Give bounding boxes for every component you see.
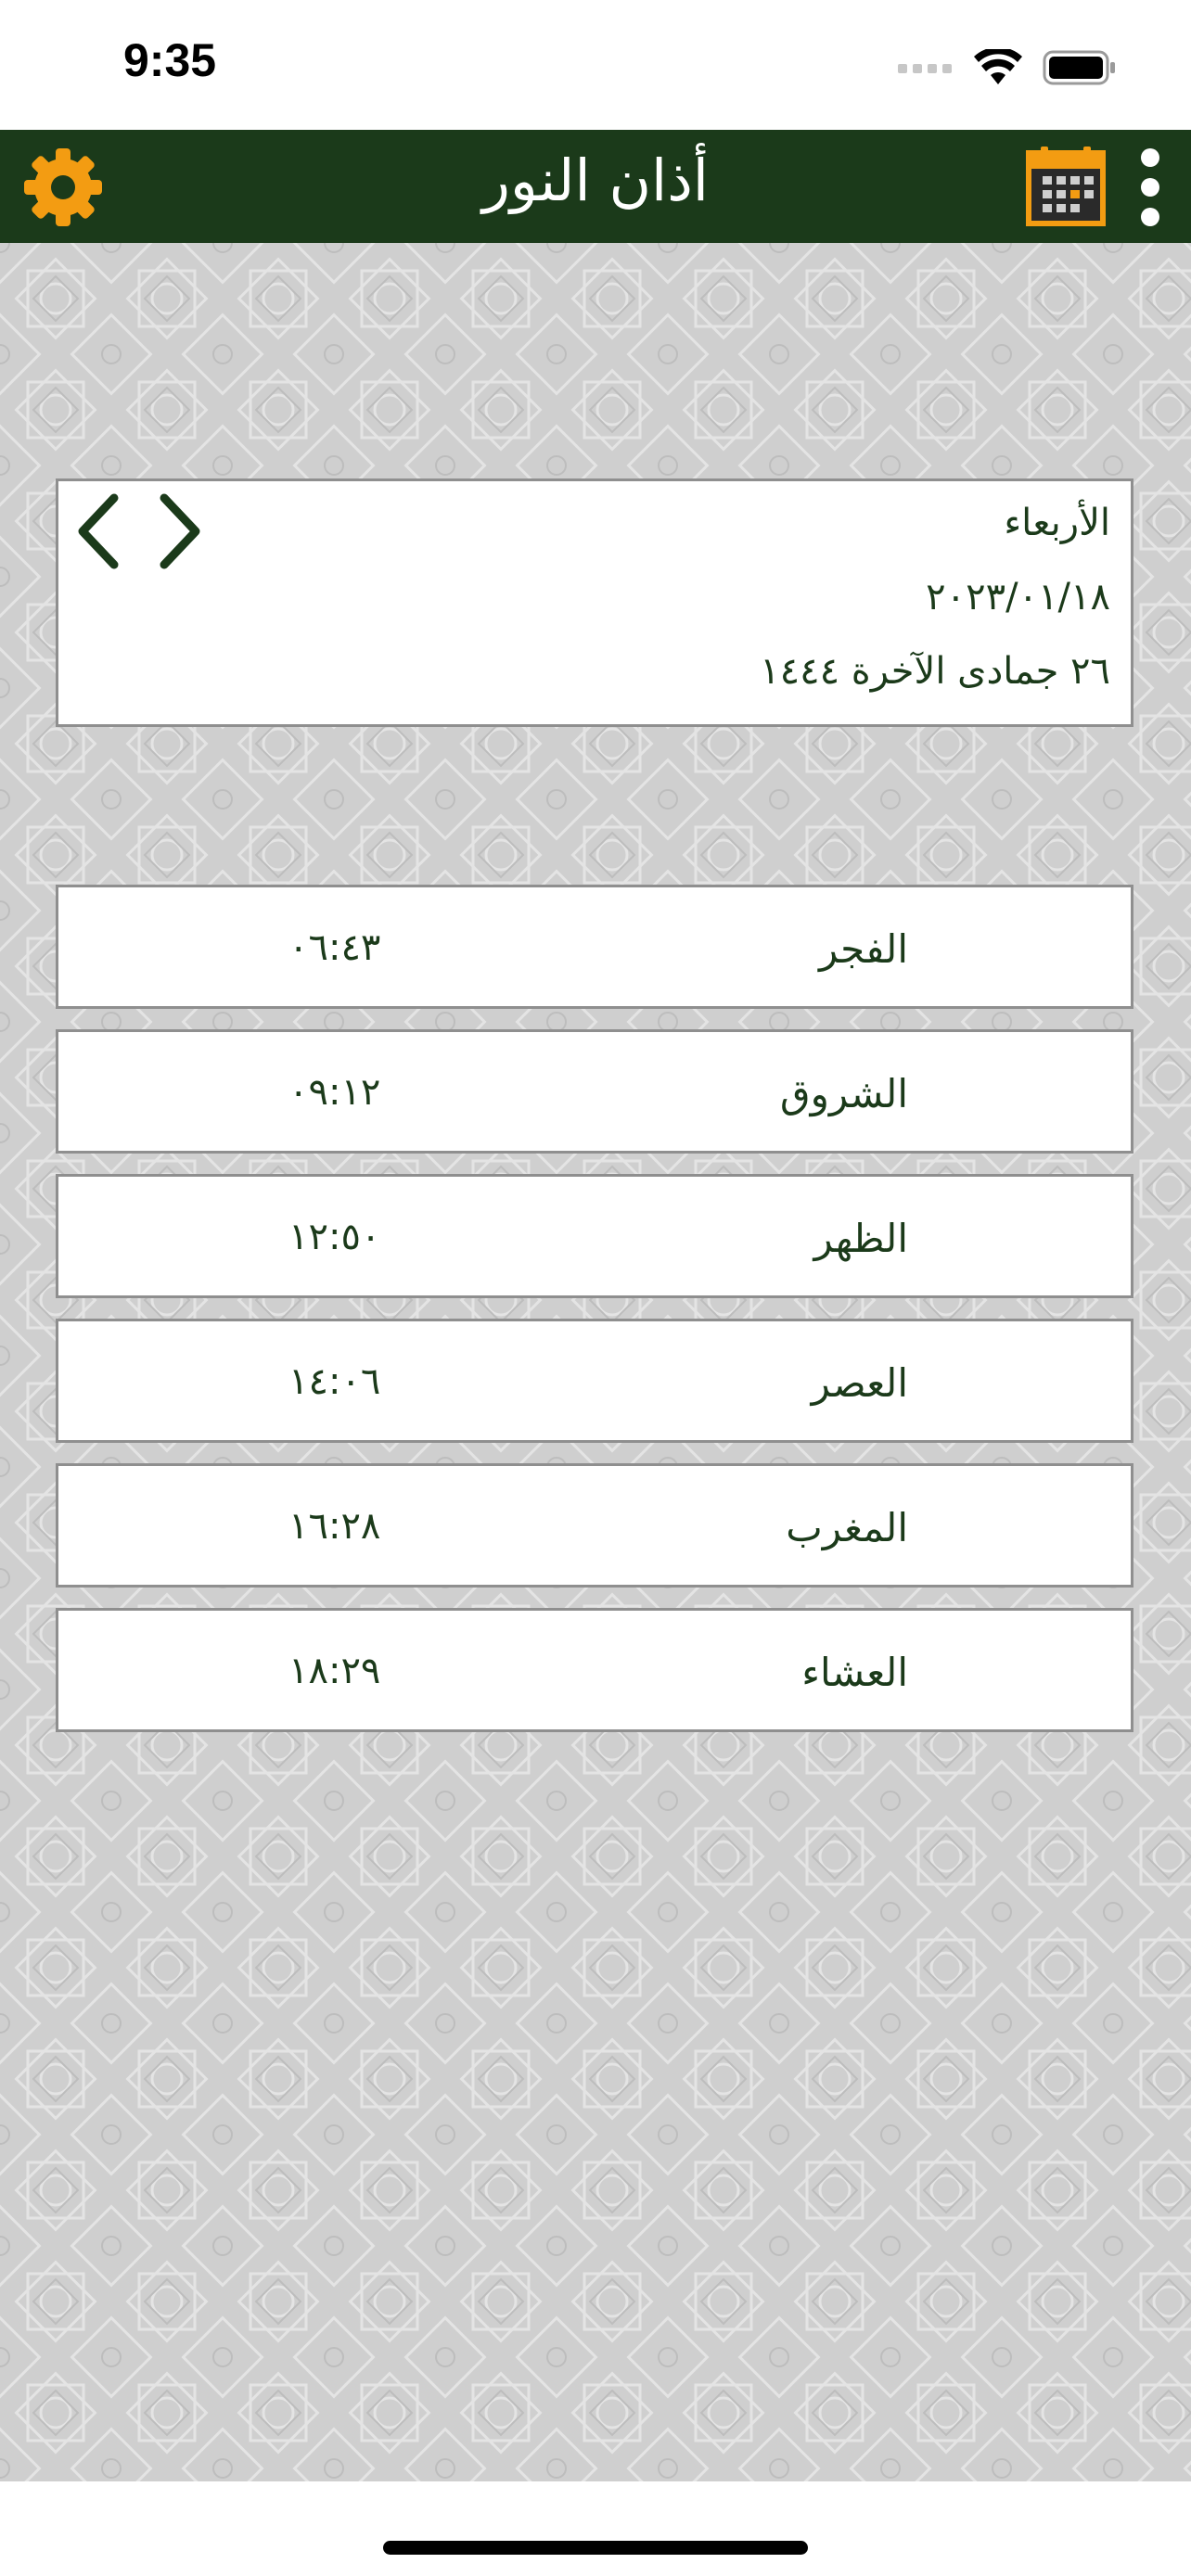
hijri-date: ٢٦ جمادى الآخرة ١٤٤٤	[760, 650, 1110, 693]
battery-icon	[1043, 50, 1117, 85]
app-title: أذان النور	[481, 147, 710, 214]
calendar-button[interactable]	[1022, 143, 1109, 230]
prayer-time: ١٦:٢٨	[288, 1505, 381, 1548]
prayer-name: الشروق	[780, 1071, 908, 1116]
gregorian-date: ٢٠٢٣/٠١/١٨	[926, 576, 1110, 618]
home-indicator[interactable]	[383, 2541, 808, 2555]
prayer-name: العشاء	[801, 1650, 908, 1695]
weekday-label: الأربعاء	[1004, 502, 1110, 544]
prayer-row-fajr[interactable]	[56, 885, 1133, 1009]
prayer-time: ١٨:٢٩	[288, 1650, 381, 1692]
status-icons	[898, 45, 1117, 91]
prayer-name: الظهر	[813, 1216, 908, 1261]
prayer-row-sunrise[interactable]	[56, 1029, 1133, 1154]
prayer-name: الفجر	[819, 926, 908, 972]
prayer-name: العصر	[811, 1360, 908, 1406]
status-time: 9:35	[123, 34, 217, 86]
prayer-time: ٠٩:١٢	[288, 1071, 381, 1114]
more-options-button[interactable]	[1128, 139, 1172, 236]
signal-icon	[898, 61, 954, 74]
home-indicator-area	[0, 2481, 1191, 2576]
calendar-icon	[1022, 143, 1109, 230]
prayer-row-asr[interactable]	[56, 1319, 1133, 1443]
prayer-name: المغرب	[786, 1505, 908, 1550]
chevron-left-icon	[70, 487, 134, 580]
previous-day-button[interactable]	[70, 487, 134, 580]
wifi-icon	[974, 49, 1022, 86]
chevron-right-icon	[147, 487, 212, 580]
prayer-time: ١٤:٠٦	[288, 1360, 381, 1403]
prayer-row-maghrib[interactable]	[56, 1463, 1133, 1588]
prayer-row-isha[interactable]	[56, 1608, 1133, 1732]
app-bar	[0, 130, 1191, 243]
prayer-time: ١٢:٥٠	[288, 1216, 381, 1258]
date-card	[56, 478, 1133, 727]
prayer-row-dhuhr[interactable]	[56, 1174, 1133, 1298]
status-bar	[0, 0, 1191, 130]
more-vertical-icon	[1128, 139, 1172, 236]
next-day-button[interactable]	[147, 487, 212, 580]
main-content	[0, 243, 1191, 2481]
prayer-time: ٠٦:٤٣	[288, 926, 381, 969]
